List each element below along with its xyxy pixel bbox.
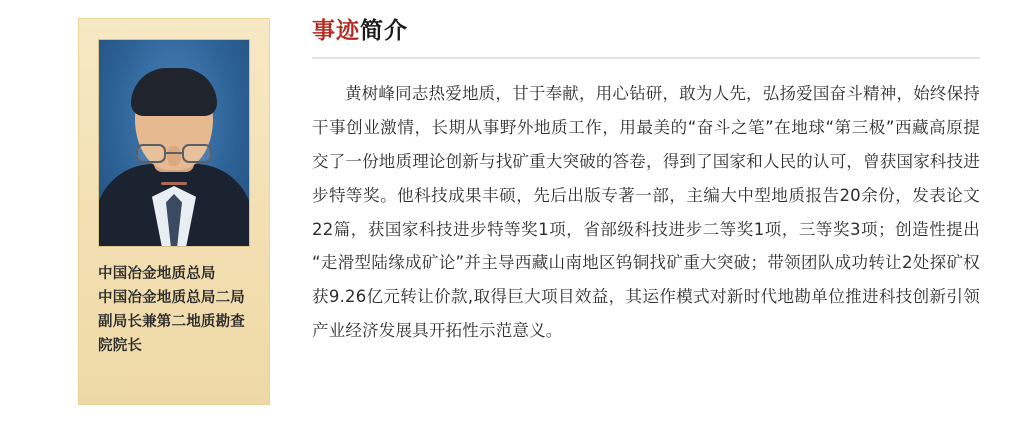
- profile-caption-line-3: 副局长兼第二地质勘查: [98, 313, 245, 330]
- glasses-icon: [132, 144, 216, 164]
- portrait-hair: [131, 68, 217, 116]
- profile-caption-line-2: 中国冶金地质总局二局: [98, 289, 245, 306]
- profile-caption-line-1: 中国冶金地质总局: [98, 266, 216, 282]
- section-body-text: 黄树峰同志热爱地质，甘于奉献，用心钻研，敢为人先，弘扬爱国奋斗精神，始终保持干事创业激情，长期从事野外地质工作，用最美的“奋斗之笔”在地球“第三极”西藏高原提交了一份地质理论创新与找矿重大突破的答卷，得到了国家和人民的认可，曾获国家科技进步特等奖。他科技成果丰硕，先后出版专著一部，主编大中型地质报告20余份，发表论文22篇，获国家科技进步特等奖1项，省部级科技进步二等奖1项，三等奖3项；创造性提出“走滑型陆缘成矿论”并主导西藏山南地区钨铜找矿重大突破；带领团队成功转让2处探矿权获9.26亿元转让价款,取得巨大项目效益，其运作模式对新时代地勘单位推进科技创新引领产业经济发展具开拓性示范意义。: [312, 84, 980, 340]
- content-column: [312, 18, 980, 364]
- section-title-rest: 简介: [360, 17, 408, 43]
- section-title-accent: 事迹: [312, 17, 360, 43]
- portrait-frame: [98, 39, 250, 247]
- section-title: [312, 18, 980, 59]
- portrait-photo: [99, 40, 249, 246]
- profile-caption: [98, 263, 250, 359]
- profile-card: [78, 18, 270, 405]
- profile-caption-line-4: 院院长: [98, 337, 143, 354]
- portrait-mouth: [161, 182, 187, 185]
